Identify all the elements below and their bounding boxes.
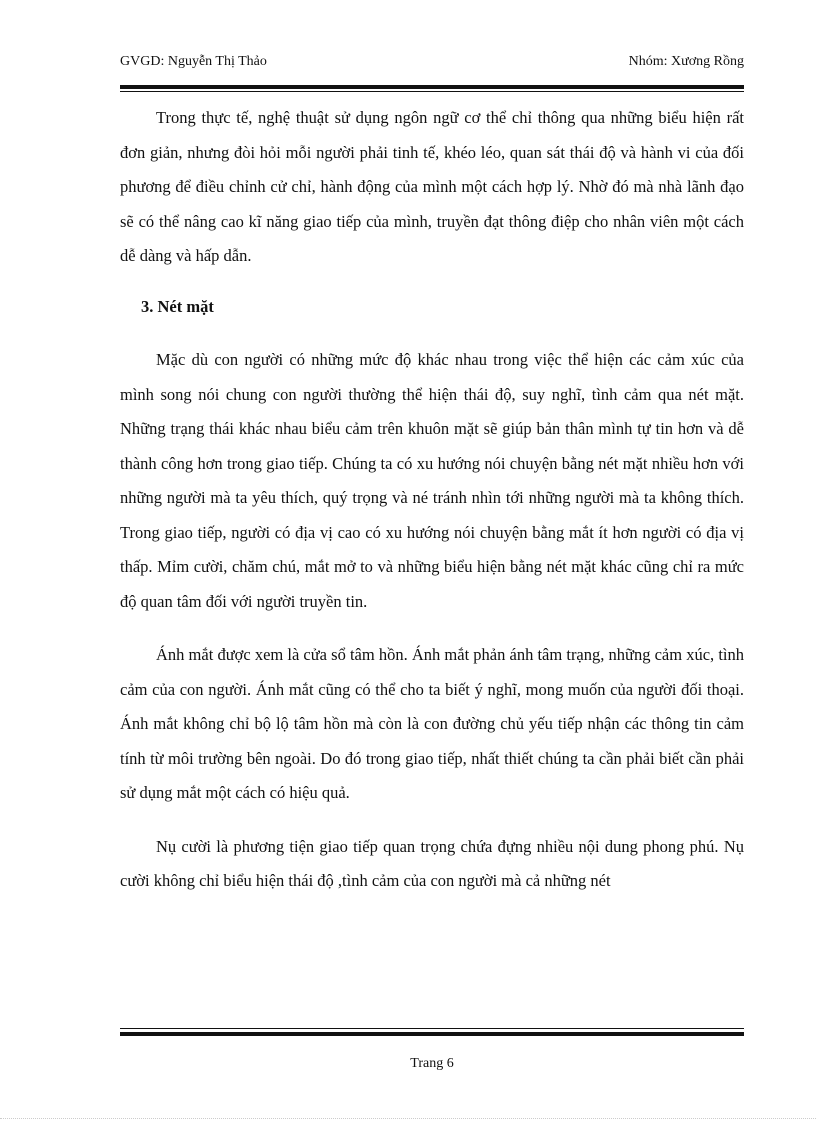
footer-rule-thick — [120, 1032, 744, 1036]
paragraph-facial-expression: Mặc dù con người có những mức độ khác nhau trong việc thể hiện các cảm xúc của mình song nói chung con người thường thể hiện thái độ, suy nghĩ, tình cảm qua nét mặt. Những trạng thái khác nhau biểu cảm trên khuôn mặt sẽ giúp bản thân mình tự tin hơn và dễ thành công hơn trong giao tiếp. Chúng ta có xu hướng nói chuyện bằng nét mặt nhiều hơn với những người mà ta yêu thích, quý trọng và né tránh nhìn tới những người mà ta không thích. Trong giao tiếp, người có địa vị cao có xu hướng nói chuyện bằng mắt ít hơn người có địa vị thấp. Mỉm cười, chăm chú, mắt mở to và những biểu hiện bằng nét mặt khác cũng chỉ ra mức độ quan tâm đối với người truyền tin. — [120, 350, 744, 611]
intro-paragraph: Trong thực tế, nghệ thuật sử dụng ngôn ngữ cơ thể chỉ thông qua những biểu hiện rất đơn giản, nhưng đòi hỏi mỗi người phải tinh tế, khéo léo, quan sát thái độ và hành vi của đối phương để điều chỉnh cử chỉ, hành động của mình một cách hợp lý. Nhờ đó mà nhà lãnh đạo sẽ có thể nâng cao kĩ năng giao tiếp của mình, truyền đạt thông điệp cho nhân viên một cách dễ dàng và hấp dẫn. — [120, 108, 744, 265]
page-header — [120, 53, 744, 71]
header-rule-thick — [120, 85, 744, 89]
paragraph-eyes: Ánh mắt được xem là cửa sổ tâm hồn. Ánh mắt phản ánh tâm trạng, những cảm xúc, tình cảm của con người. Ánh mắt cũng có thể cho ta biết ý nghĩ, mong muốn của người đối thoại. Ánh mắt không chỉ bộ lộ tâm hồn mà còn là con đường chủ yếu tiếp nhận các thông tin cảm tính từ môi trường bên ngoài. Do đó trong giao tiếp, nhất thiết chúng ta cần phải biết cần phải sử dụng mắt một cách có hiệu quả. — [120, 645, 744, 802]
paragraph-smile: Nụ cười là phương tiện giao tiếp quan trọng chứa đựng nhiều nội dung phong phú. Nụ cười không chỉ biểu hiện thái độ ,tình cảm của con người mà cả những nét — [120, 836, 744, 890]
section-heading: 3. Nét mặt — [141, 296, 214, 316]
page-bottom-edge — [0, 1118, 816, 1119]
header-instructor: GVGD: Nguyễn Thị Thảo — [120, 54, 267, 69]
page-number: Trang 6 — [410, 1056, 454, 1071]
page-body — [120, 101, 744, 899]
footer-rule-thin — [120, 1028, 744, 1029]
header-rule-thin — [120, 91, 744, 92]
header-group: Nhóm: Xương Rồng — [628, 54, 744, 69]
